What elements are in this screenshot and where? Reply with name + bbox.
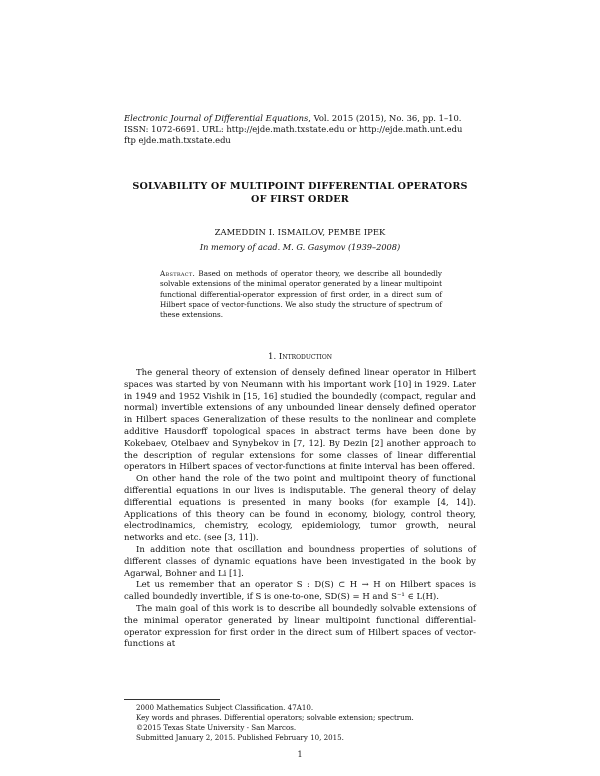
title-line-1: SOLVABILITY OF MULTIPOINT DIFFERENTIAL OPERATORS	[132, 181, 468, 192]
journal-name: Electronic Journal of Differential Equations	[124, 113, 309, 123]
paragraph: On other hand the role of the two point and multipoint theory of functional differential equations in our lives is indisputable. The general theory of delay differential equations is presented in many books (for example [4, 14]). Applications of this theory can be found in economy, biology, control theory, electrodinamics, chemistry, ecology, epidemiology, tumor growth, neural networks and etc. (see [3, 11]).	[124, 474, 476, 544]
body-text	[124, 368, 476, 651]
footnote: ©2015 Texas State University - San Marcos.	[136, 722, 297, 732]
section-heading	[100, 352, 500, 362]
issn-line: ISSN: 1072-6691. URL: http://ejde.math.txstate.edu or http://ejde.math.unt.edu	[124, 124, 463, 135]
abstract-text: Based on methods of operator theory, we describe all boundedly solvable extensions of the minimal operator generated by a linear multipoint functional differential-operator expression of first order, in a direct sum of Hilbert space of vector-functions. We also study the structure of spectrum of these extensions.	[160, 269, 442, 320]
footnote-divider	[124, 699, 220, 700]
authors: ZAMEDDIN I. ISMAILOV, PEMBE IPEK	[214, 227, 386, 237]
ftp-line: ftp ejde.math.txstate.edu	[124, 135, 231, 146]
page-number: 1	[297, 750, 303, 759]
title-line-2: OF FIRST ORDER	[251, 194, 349, 205]
abstract-label: Abstract.	[160, 269, 196, 278]
paragraph: The general theory of extension of densely defined linear operator in Hilbert spaces was started by von Neumann with his important work [10] in 1929. Later in 1949 and 1952 Vishik in [15, 16] studied the boundedly (compact, regular and normal) invertible extensions of any unbounded linear densely defined operator in Hilbert spaces Generalization of these results to the nonlinear and complete additive Hausdorff topological spaces in abstract terms have been done by Kokebaev, Otelbaev and Synybekov in [7, 12]. By Dezin [2] another approach to the description of regular extensions for some classes of linear differential operators in Hilbert spaces of vector-functions at finite interval has been offered.	[124, 368, 476, 473]
footnote: Submitted January 2, 2015. Published February 10, 2015.	[136, 732, 344, 742]
abstract	[160, 269, 442, 320]
dedication: In memory of acad. M. G. Gasymov (1939–2008)	[199, 242, 401, 252]
paper-title	[100, 180, 500, 206]
journal-header	[124, 113, 484, 147]
footnotes	[124, 703, 476, 743]
volume-info: , Vol. 2015 (2015), No. 36, pp. 1–10.	[308, 113, 462, 123]
journal-citation-line	[124, 113, 484, 124]
paragraph: In addition note that oscillation and boundness properties of solutions of different classes of dynamic equations have been investigated in the book by Agarwal, Bohner and Li [1].	[124, 544, 476, 579]
paragraph: Let us remember that an operator S : D(S) ⊂ H → H on Hilbert spaces is called boundedly invertible, if S is one-to-one, SD(S) = H and S⁻¹ ∈ L(H).	[124, 580, 476, 603]
footnote: 2000 Mathematics Subject Classification. 47A10.	[136, 703, 314, 712]
paragraph: The main goal of this work is to describe all boundedly solvable extensions of the minimal operator generated by linear multipoint functional differential-operator expression for first order in the direct sum of Hilbert spaces of vector-functions at	[124, 603, 476, 650]
section-title: Introduction	[278, 352, 333, 362]
section-number: 1.	[267, 352, 277, 362]
footnote: Key words and phrases. Differential operators; solvable extension; spectrum.	[136, 712, 414, 722]
